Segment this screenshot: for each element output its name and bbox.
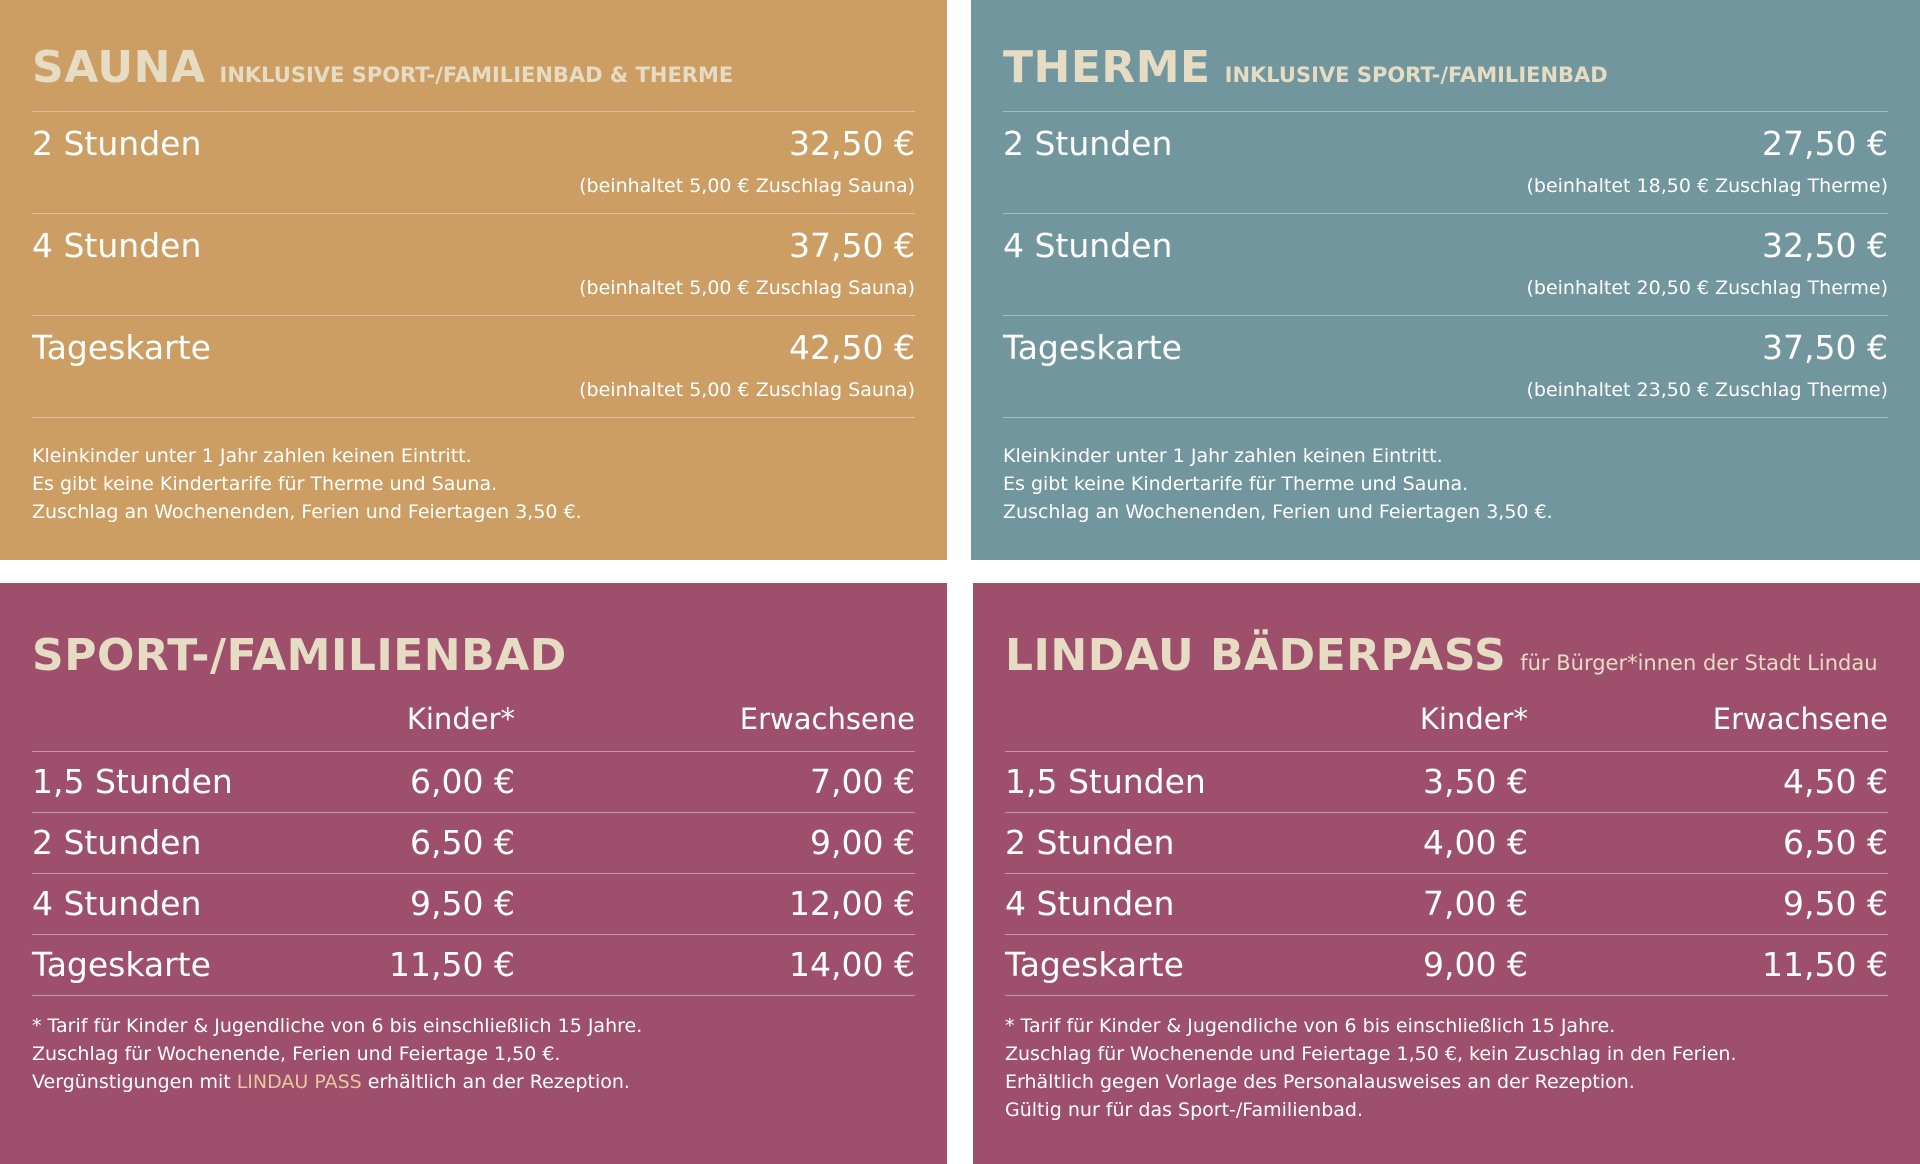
- table-row: [32, 935, 915, 996]
- sport-heading: [32, 630, 915, 680]
- row-price: 37,50 €: [1762, 328, 1888, 367]
- row-label: Tageskarte: [32, 328, 211, 367]
- table-header: [1005, 692, 1888, 752]
- adults-price: 7,00 €: [810, 762, 915, 801]
- sauna-title: SAUNA: [32, 42, 206, 93]
- adults-price: 12,00 €: [789, 884, 915, 923]
- row-note: (beinhaltet 23,50 € Zuschlag Therme): [1526, 379, 1888, 401]
- note: Erhältlich gegen Vorlage des Personalausweises an der Rezeption.: [1005, 1071, 1635, 1093]
- note: Zuschlag an Wochenenden, Ferien und Feiertagen 3,50 €.: [1003, 501, 1553, 523]
- note: Zuschlag für Wochenende und Feiertage 1,50 €, kein Zuschlag in den Ferien.: [1005, 1043, 1737, 1065]
- row-label: 4 Stunden: [32, 884, 202, 923]
- sauna-notes: [32, 442, 915, 526]
- note: Kleinkinder unter 1 Jahr zahlen keinen Eintritt.: [32, 445, 472, 467]
- col-kids: Kinder*: [406, 702, 515, 736]
- lindau-pass-link[interactable]: LINDAU PASS: [236, 1071, 362, 1093]
- row-label: 4 Stunden: [1003, 226, 1173, 265]
- therme-panel: [971, 0, 1920, 560]
- row-note: (beinhaltet 20,50 € Zuschlag Therme): [1526, 277, 1888, 299]
- row-label: 1,5 Stunden: [32, 762, 233, 801]
- row-note: (beinhaltet 5,00 € Zuschlag Sauna): [579, 175, 915, 197]
- table-row: [32, 813, 915, 874]
- row-label: 2 Stunden: [1003, 124, 1173, 163]
- note-text: Vergünstigungen mit: [32, 1071, 237, 1093]
- table-row: [32, 752, 915, 813]
- note: Zuschlag an Wochenenden, Ferien und Feiertagen 3,50 €.: [32, 501, 582, 523]
- adults-price: 9,00 €: [810, 823, 915, 862]
- kids-price: 7,00 €: [1423, 884, 1528, 923]
- row-label: 1,5 Stunden: [1005, 762, 1206, 801]
- therme-subtitle: INKLUSIVE SPORT-/FAMILIENBAD: [1224, 63, 1608, 87]
- therme-notes: [1003, 442, 1888, 526]
- note: * Tarif für Kinder & Jugendliche von 6 bis einschließlich 15 Jahre.: [1005, 1015, 1616, 1037]
- row-label: 2 Stunden: [1005, 823, 1175, 862]
- row-label: 2 Stunden: [32, 823, 202, 862]
- row-price: 32,50 €: [789, 124, 915, 163]
- adults-price: 4,50 €: [1783, 762, 1888, 801]
- kids-price: 11,50 €: [389, 945, 515, 984]
- price-row: [1003, 112, 1888, 214]
- col-adults: Erwachsene: [1712, 702, 1888, 736]
- table-row: [1005, 752, 1888, 813]
- pass-heading: [1005, 630, 1888, 680]
- pass-notes: [1005, 1012, 1888, 1124]
- row-label: Tageskarte: [1003, 328, 1182, 367]
- table-row: [1005, 935, 1888, 996]
- price-row: [32, 316, 915, 418]
- sport-title: SPORT-/FAMILIENBAD: [32, 630, 567, 681]
- note-text: erhältlich an der Rezeption.: [361, 1071, 630, 1093]
- sport-panel: [0, 583, 947, 1164]
- kids-price: 3,50 €: [1423, 762, 1528, 801]
- therme-title: THERME: [1003, 42, 1211, 93]
- therme-heading: [1003, 42, 1888, 112]
- row-price: 37,50 €: [789, 226, 915, 265]
- pass-title: LINDAU BÄDERPASS: [1005, 630, 1507, 681]
- note: Zuschlag für Wochenende, Ferien und Feiertage 1,50 €.: [32, 1043, 561, 1065]
- col-kids: Kinder*: [1419, 702, 1528, 736]
- note: Gültig nur für das Sport-/Familienbad.: [1005, 1099, 1364, 1121]
- kids-price: 6,50 €: [410, 823, 515, 862]
- kids-price: 6,00 €: [410, 762, 515, 801]
- adults-price: 6,50 €: [1783, 823, 1888, 862]
- row-label: 2 Stunden: [32, 124, 202, 163]
- price-row: [32, 214, 915, 316]
- price-row: [32, 112, 915, 214]
- table-row: [32, 874, 915, 935]
- adults-price: 11,50 €: [1762, 945, 1888, 984]
- row-price: 42,50 €: [789, 328, 915, 367]
- row-label: Tageskarte: [1005, 945, 1184, 984]
- adults-price: 9,50 €: [1783, 884, 1888, 923]
- sauna-panel: [0, 0, 947, 560]
- col-adults: Erwachsene: [739, 702, 915, 736]
- baederpass-panel: [973, 583, 1920, 1164]
- row-note: (beinhaltet 5,00 € Zuschlag Sauna): [579, 277, 915, 299]
- note: [32, 1068, 915, 1096]
- note: * Tarif für Kinder & Jugendliche von 6 bis einschließlich 15 Jahre.: [32, 1015, 643, 1037]
- adults-price: 14,00 €: [789, 945, 915, 984]
- row-note: (beinhaltet 5,00 € Zuschlag Sauna): [579, 379, 915, 401]
- kids-price: 9,00 €: [1423, 945, 1528, 984]
- note: Es gibt keine Kindertarife für Therme und Sauna.: [1003, 473, 1469, 495]
- row-label: 4 Stunden: [1005, 884, 1175, 923]
- table-row: [1005, 874, 1888, 935]
- row-price: 27,50 €: [1762, 124, 1888, 163]
- row-note: (beinhaltet 18,50 € Zuschlag Therme): [1526, 175, 1888, 197]
- sauna-heading: [32, 42, 915, 112]
- kids-price: 9,50 €: [410, 884, 515, 923]
- kids-price: 4,00 €: [1423, 823, 1528, 862]
- row-label: 4 Stunden: [32, 226, 202, 265]
- sport-notes: [32, 1012, 915, 1096]
- note: Kleinkinder unter 1 Jahr zahlen keinen Eintritt.: [1003, 445, 1443, 467]
- table-header: [32, 692, 915, 752]
- table-row: [1005, 813, 1888, 874]
- note: Es gibt keine Kindertarife für Therme und Sauna.: [32, 473, 498, 495]
- row-price: 32,50 €: [1762, 226, 1888, 265]
- price-row: [1003, 214, 1888, 316]
- pass-subtitle: für Bürger*innen der Stadt Lindau: [1520, 651, 1878, 675]
- price-row: [1003, 316, 1888, 418]
- row-label: Tageskarte: [32, 945, 211, 984]
- sauna-subtitle: INKLUSIVE SPORT-/FAMILIENBAD & THERME: [219, 63, 734, 87]
